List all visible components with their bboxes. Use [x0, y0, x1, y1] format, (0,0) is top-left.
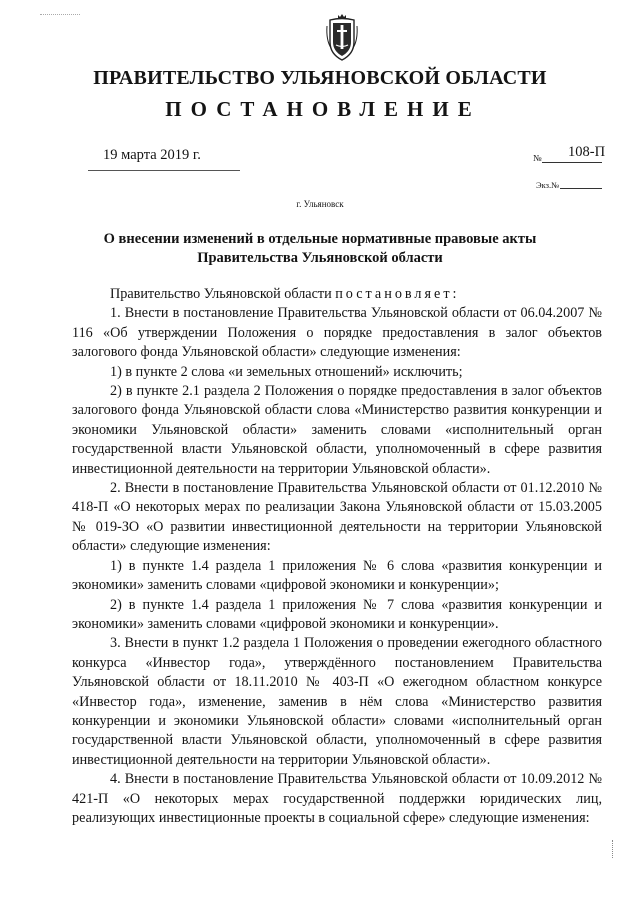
document-body: [72, 285, 602, 828]
document-type-title: ПОСТАНОВЛЕНИЕ: [165, 97, 481, 121]
paragraph-2-item-1: 1) в пункте 1.4 раздела 1 приложения № 6 слова «развития конкуренции и экономики» заменить словами «цифровой экономики и конкуренции»;: [72, 557, 602, 594]
city-name: г. Ульяновск: [296, 199, 344, 209]
paragraph-3: 3. Внести в пункт 1.2 раздела 1 Положения о проведении ежегодного областного конкурса «Инвестор года», утверждённого постановлением Правительства Ульяновской области от 18.11.2010 № 403-П «О ежегодном областном конкурсе «Инвестор года», изменение, заменив в нём слова «Министерство развития конкуренции и экономики Ульяновской области» словами «исполнительный орган государственной власти Ульяновской области, уполномоченный в сфере развития инвестиционной деятельности на территории Ульяновской области».: [72, 635, 602, 768]
paragraph-2-item-2: 2) в пункте 1.4 раздела 1 приложения № 7 слова «развития конкуренции и экономики» заменить словами «цифровой экономики и конкуренции».: [72, 596, 602, 632]
copy-number-underline: [560, 188, 602, 189]
intro-decree-word: постановляет:: [335, 286, 460, 302]
scan-mark: [40, 14, 80, 15]
intro-lead: Правительство Ульяновской области: [110, 286, 336, 302]
number-sign: №: [533, 153, 542, 163]
date-underline: [88, 170, 240, 171]
copy-number-label: Экз.№: [536, 180, 560, 190]
government-title: ПРАВИТЕЛЬСТВО УЛЬЯНОВСКОЙ ОБЛАСТИ: [93, 67, 547, 89]
number-underline: [542, 162, 602, 163]
margin-mark: [612, 840, 613, 858]
paragraph-4: 4. Внести в постановление Правительства Ульяновской области от 10.09.2012 № 421-П «О некоторых мерах государственной поддержки юридических лиц, реализующих инвестиционные проекты в социальной сфере» следующие изменения:: [72, 771, 602, 826]
coat-of-arms-emblem: [325, 12, 359, 62]
document-number: 108-П: [568, 144, 606, 160]
document-subject: [0, 230, 640, 268]
intro-paragraph: [72, 285, 602, 304]
subject-line-2: Правительства Ульяновской области: [197, 250, 443, 266]
subject-line-1: О внесении изменений в отдельные нормативные правовые акты: [103, 231, 537, 247]
paragraph-1: 1. Внести в постановление Правительства Ульяновской области от 06.04.2007 № 116 «Об утверждении Положения о порядке предоставления в залог объектов залогового фонда Ульяновской области» следующие изменения:: [72, 305, 602, 361]
document-date: 19 марта 2019 г.: [103, 147, 201, 163]
paragraph-2: 2. Внести в постановление Правительства Ульяновской области от 01.12.2010 № 418-П «О некоторых мерах по реализации Закона Ульяновской области от 15.03.2005 № 019-ЗО «О развитии инвестиционной деятельности на территории Ульяновской области» следующие изменения:: [72, 480, 602, 555]
paragraph-1-item-2: 2) в пункте 2.1 раздела 2 Положения о порядке предоставления в залог объектов залогового фонда Ульяновской области слова «Министерство развития конкуренции и экономики Ульяновской области» заменить словами «исполнительный орган государственной власти Ульяновской области, уполномоченный в сфере развития инвестиционной деятельности на территории Ульяновской области».: [72, 383, 602, 477]
paragraph-1-item-1: 1) в пункте 2 слова «и земельных отношений» исключить;: [110, 363, 463, 380]
